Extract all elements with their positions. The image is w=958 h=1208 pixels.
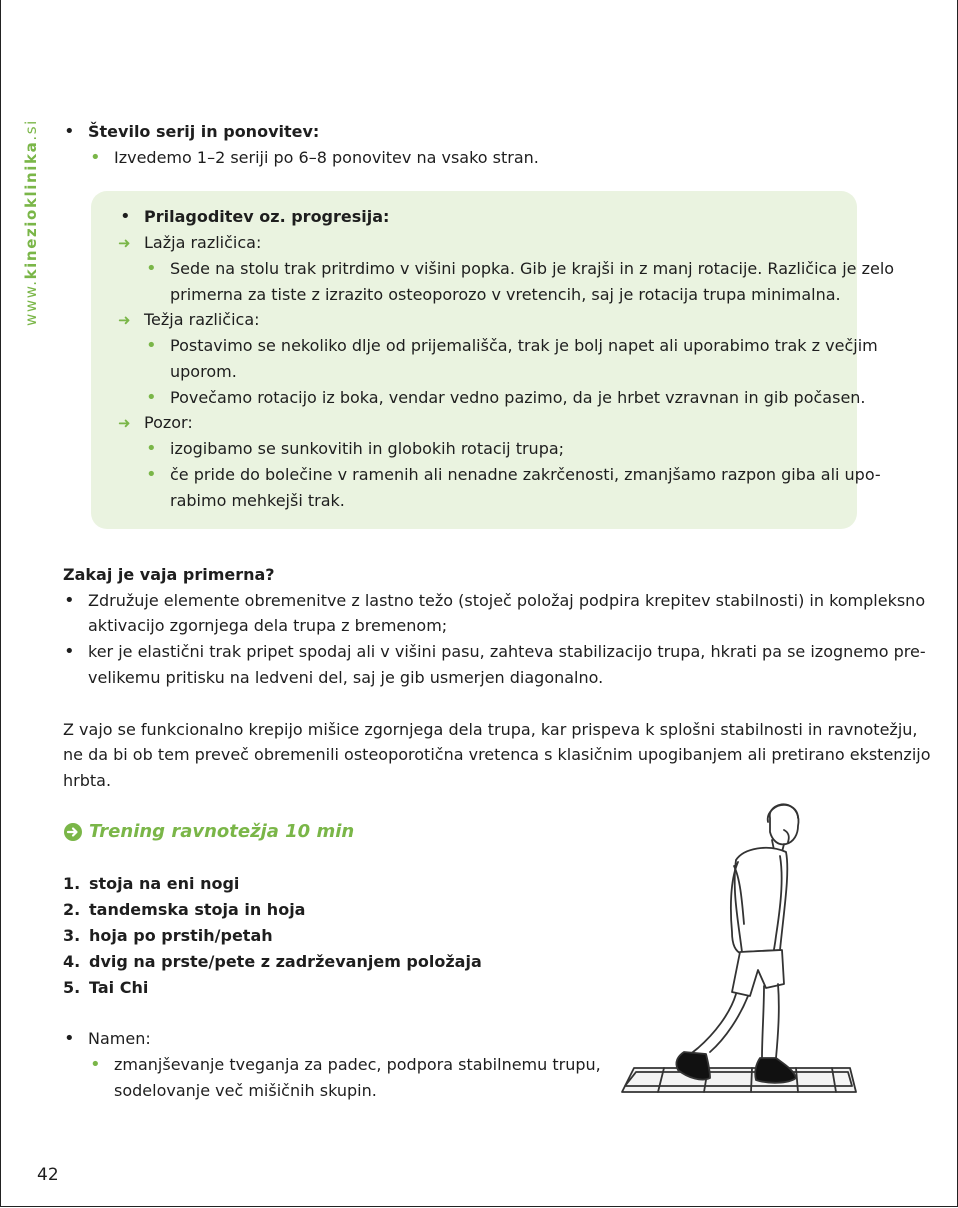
bullet-icon: • [64, 641, 75, 662]
purpose-heading: Namen: [88, 1029, 151, 1048]
balance-item: hoja po prstih/petah [89, 926, 273, 945]
walking-man-illustration [618, 800, 858, 1100]
bullet-icon: • [64, 590, 75, 611]
harder-label: Težja različica: [144, 310, 260, 329]
harder-item-line: Postavimo se nekoliko dlje od prijemališča, trak je bolj napet ali uporabimo trak z večjim [170, 336, 878, 355]
bullet-icon: • [146, 387, 157, 408]
arrow-right-icon: ➜ [118, 234, 131, 252]
series-heading: Število serij in ponovitev: [88, 122, 320, 141]
balance-num: 4. [63, 952, 81, 971]
balance-item: dvig na prste/pete z zadrževanjem položaja [89, 952, 482, 971]
balance-item: tandemska stoja in hoja [89, 900, 306, 919]
caution-item-line: rabimo mehkejši trak. [170, 491, 345, 510]
balance-num: 3. [63, 926, 81, 945]
sidebar-url[interactable]: www.kinezioklinika.si [22, 119, 40, 326]
caution-label: Pozor: [144, 413, 193, 432]
why-item-line: Združuje elemente obremenitve z lastno težo (stoječ položaj podpira krepitev stabilnosti) in kompleksno [88, 591, 926, 610]
paragraph-line: ne da bi ob tem preveč obremenili osteoporotična vretenca s klasičnim upogibanjem ali pretirano ekstenzijo [63, 745, 931, 764]
balance-item: Tai Chi [89, 978, 149, 997]
why-heading: Zakaj je vaja primerna? [63, 565, 275, 584]
why-item-line: velikemu pritisku na ledveni del, saj je gib usmerjen diagonalno. [88, 668, 604, 687]
paragraph-line: hrbta. [63, 771, 112, 790]
adjust-heading: Prilagoditev oz. progresija: [144, 207, 390, 226]
bullet-icon: • [146, 438, 157, 459]
circle-arrow-icon [64, 823, 82, 841]
caution-item-line: če pride do bolečine v ramenih ali nenadne zakrčenosti, zmanjšamo razpon giba ali upo- [170, 465, 881, 484]
bullet-icon: • [146, 258, 157, 279]
easier-item-line: Sede na stolu trak pritrdimo v višini popka. Gib je krajši in z manj rotacije. Različica je zelo [170, 259, 895, 278]
balance-title: Trening ravnotežja 10 min [89, 821, 355, 842]
purpose-line: sodelovanje več mišičnih skupin. [114, 1081, 377, 1100]
bullet-icon: • [90, 147, 101, 168]
bullet-icon: • [64, 121, 75, 142]
arrow-right-icon: ➜ [118, 311, 131, 329]
why-item-line: aktivacijo zgornjega dela trupa z bremenom; [88, 616, 448, 635]
easier-item-line: primerna za tiste z izrazito osteoporozo v vretencih, saj je rotacija trupa minimalna. [170, 285, 841, 304]
caution-item-line: izogibamo se sunkovitih in globokih rotacij trupa; [170, 439, 565, 458]
arrow-right-icon: ➜ [118, 414, 131, 432]
purpose-line: zmanjševanje tveganja za padec, podpora stabilnemu trupu, [114, 1055, 601, 1074]
balance-item: stoja na eni nogi [89, 874, 240, 893]
bullet-icon: • [90, 1054, 101, 1075]
harder-item-line: Povečamo rotacijo iz boka, vendar vedno pazimo, da je hrbet vzravnan in gib počasen. [170, 388, 866, 407]
balance-num: 2. [63, 900, 81, 919]
bullet-icon: • [146, 464, 157, 485]
balance-num: 1. [63, 874, 81, 893]
bullet-icon: • [64, 1028, 75, 1049]
bullet-icon: • [120, 206, 131, 227]
bullet-icon: • [146, 335, 157, 356]
paragraph-line: Z vajo se funkcionalno krepijo mišice zgornjega dela trupa, kar prispeva k splošni stabilnosti in ravnotežju, [63, 720, 918, 739]
easier-label: Lažja različica: [144, 233, 262, 252]
harder-item-line: uporom. [170, 362, 237, 381]
series-item: Izvedemo 1–2 seriji po 6–8 ponovitev na vsako stran. [114, 148, 539, 167]
why-item-line: ker je elastični trak pripet spodaj ali v višini pasu, zahteva stabilizacijo trupa, hkrati pa se izognemo pre- [88, 642, 926, 661]
balance-num: 5. [63, 978, 81, 997]
page-number: 42 [37, 1165, 59, 1185]
